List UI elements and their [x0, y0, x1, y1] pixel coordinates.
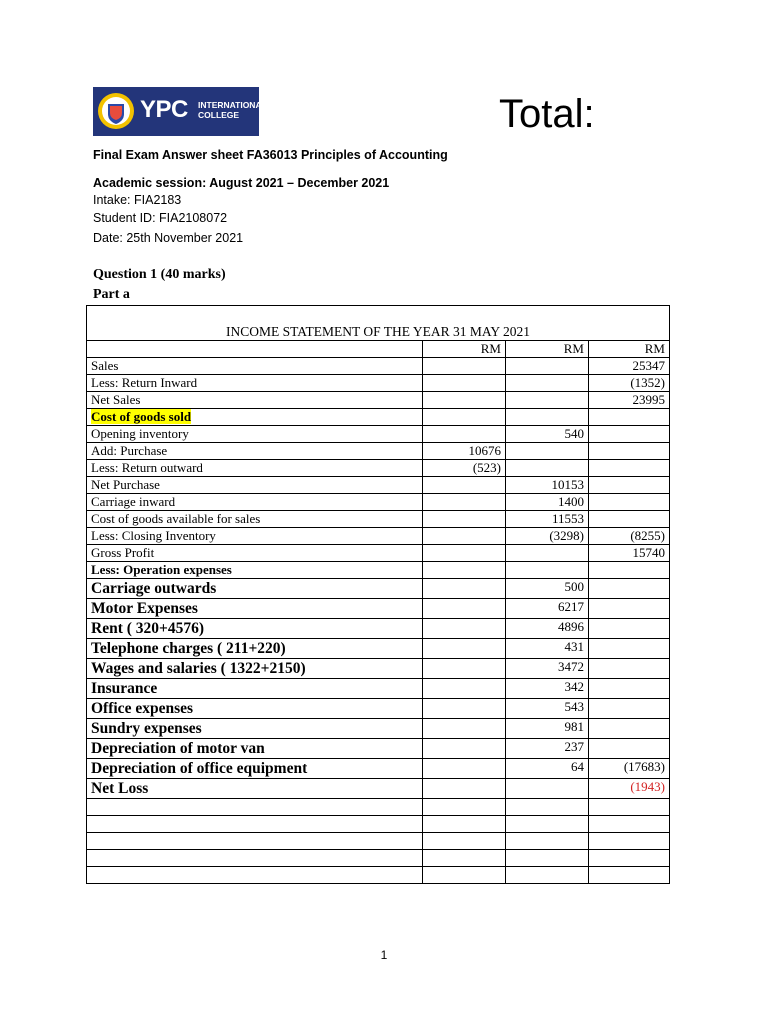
- row-label: Opening inventory: [87, 426, 423, 443]
- table-row: [87, 358, 670, 375]
- row-label: Gross Profit: [87, 545, 423, 562]
- expense-value: 431: [506, 639, 589, 659]
- table-row: [87, 426, 670, 443]
- row-value: 25347: [589, 358, 670, 375]
- row-label: Less: Return Inward: [87, 375, 423, 392]
- empty-row: [87, 816, 670, 833]
- expense-value: 342: [506, 679, 589, 699]
- table-row: [87, 494, 670, 511]
- currency-header: RM: [423, 341, 506, 358]
- expense-label: Office expenses: [87, 699, 423, 719]
- expense-label: Motor Expenses: [87, 599, 423, 619]
- table-row: [87, 562, 670, 579]
- expense-label: Depreciation of office equipment: [87, 759, 423, 779]
- net-loss-label: Net Loss: [87, 779, 423, 799]
- row-value: 10153: [506, 477, 589, 494]
- expense-row: [87, 619, 670, 639]
- row-value: 11553: [506, 511, 589, 528]
- empty-row: [87, 867, 670, 884]
- currency-header: RM: [506, 341, 589, 358]
- net-loss-value: (1943): [589, 779, 670, 799]
- empty-row: [87, 850, 670, 867]
- row-value: 23995: [589, 392, 670, 409]
- row-value: 10676: [423, 443, 506, 460]
- expense-row: [87, 739, 670, 759]
- expense-value: 543: [506, 699, 589, 719]
- expense-value: 64: [506, 759, 589, 779]
- expense-row: [87, 659, 670, 679]
- expense-total: (17683): [589, 759, 670, 779]
- expense-value: 4896: [506, 619, 589, 639]
- row-value: 1400: [506, 494, 589, 511]
- table-row: [87, 375, 670, 392]
- row-value: (3298): [506, 528, 589, 545]
- expense-label: Sundry expenses: [87, 719, 423, 739]
- table-row: [87, 511, 670, 528]
- question-part: Part a: [93, 287, 130, 302]
- expense-value: 500: [506, 579, 589, 599]
- income-statement-table: [86, 305, 670, 884]
- row-label: Cost of goods available for sales: [87, 511, 423, 528]
- expense-row: [87, 719, 670, 739]
- row-label: Net Sales: [87, 392, 423, 409]
- table-row: [87, 477, 670, 494]
- total-label: Total:: [499, 92, 595, 136]
- row-label: Add: Purchase: [87, 443, 423, 460]
- row-label: Less: Return outward: [87, 460, 423, 477]
- expense-value: 6217: [506, 599, 589, 619]
- answer-sheet-title: Final Exam Answer sheet FA36013 Principles of Accounting: [93, 148, 448, 162]
- statement-title: INCOME STATEMENT OF THE YEAR 31 MAY 2021: [87, 306, 670, 341]
- row-label: Sales: [87, 358, 423, 375]
- expense-row: [87, 599, 670, 619]
- row-label: Carriage inward: [87, 494, 423, 511]
- expense-label: Carriage outwards: [87, 579, 423, 599]
- exam-date: Date: 25th November 2021: [93, 231, 244, 245]
- intake: Intake: FIA2183: [93, 193, 182, 207]
- expense-label: Telephone charges ( 211+220): [87, 639, 423, 659]
- expense-value: 237: [506, 739, 589, 759]
- expense-row: [87, 699, 670, 719]
- table-row: [87, 460, 670, 477]
- academic-session: Academic session: August 2021 – December 2021: [93, 176, 390, 190]
- currency-row: [87, 341, 670, 358]
- logo-brand: YPC: [140, 96, 188, 123]
- row-value: (523): [423, 460, 506, 477]
- table-row: [87, 545, 670, 562]
- table-row: [87, 392, 670, 409]
- net-loss-row: [87, 779, 670, 799]
- expense-label: Insurance: [87, 679, 423, 699]
- expense-label: Depreciation of motor van: [87, 739, 423, 759]
- logo-subtitle: [198, 100, 267, 120]
- table-row: [87, 443, 670, 460]
- expense-value: 3472: [506, 659, 589, 679]
- row-value: (8255): [589, 528, 670, 545]
- table-row: [87, 409, 670, 426]
- college-logo: [93, 87, 267, 136]
- expense-label: Rent ( 320+4576): [87, 619, 423, 639]
- table-row: [87, 528, 670, 545]
- logo-line-2: COLLEGE: [198, 110, 240, 120]
- row-label: Less: Closing Inventory: [87, 528, 423, 545]
- empty-row: [87, 799, 670, 816]
- currency-header: RM: [589, 341, 670, 358]
- empty-row: [87, 833, 670, 850]
- logo-line-1: INTERNATIONAL: [198, 100, 267, 110]
- row-label: Less: Operation expenses: [87, 562, 423, 579]
- row-label: Net Purchase: [87, 477, 423, 494]
- question-title: Question 1 (40 marks): [93, 267, 226, 282]
- row-value: 15740: [589, 545, 670, 562]
- expense-label: Wages and salaries ( 1322+2150): [87, 659, 423, 679]
- row-value: 540: [506, 426, 589, 443]
- row-value: (1352): [589, 375, 670, 392]
- expense-value: 981: [506, 719, 589, 739]
- student-id: Student ID: FIA2108072: [93, 211, 228, 225]
- page-number: 1: [380, 948, 388, 962]
- row-label: [87, 409, 423, 426]
- expense-row: [87, 639, 670, 659]
- expense-row: [87, 579, 670, 599]
- statement-title-row: [87, 306, 670, 341]
- college-crest-icon: [97, 92, 135, 130]
- expense-row: [87, 679, 670, 699]
- highlighted-label: Cost of goods sold: [91, 409, 192, 424]
- expense-row: [87, 759, 670, 779]
